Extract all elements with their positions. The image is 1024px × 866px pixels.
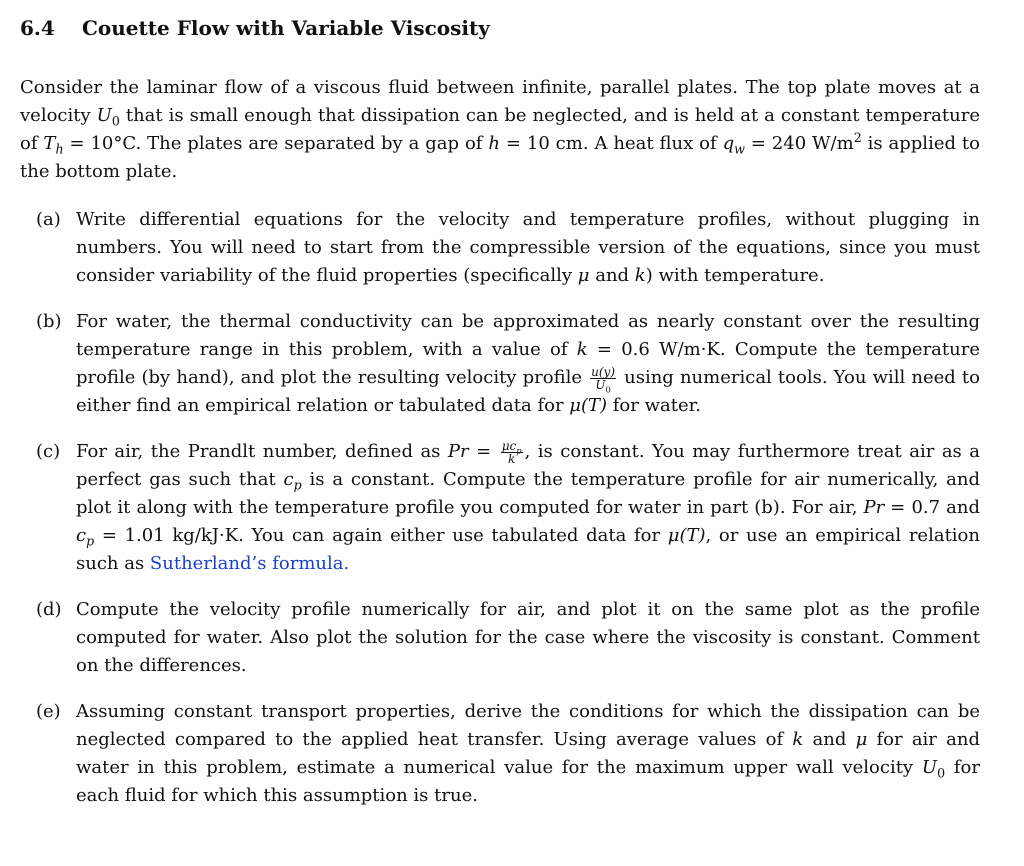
- part-b: [20, 308, 980, 420]
- sutherland-formula-link[interactable]: Sutherland’s formula.: [149, 553, 350, 574]
- part-label: (e): [36, 701, 61, 722]
- question-parts: [20, 206, 980, 810]
- document-page: [20, 10, 980, 828]
- part-label: (a): [36, 209, 61, 230]
- part-text: Assuming constant transport properties, derive the conditions for which the dissipation can be neglected compared to the applied heat transfer. Using average values of k and μ for air and water in this problem, estimate a numerical value for the maximum upper wall velocity $U_0$ for each fluid for which this assumption is true.: [76, 701, 980, 806]
- part-label: (c): [36, 441, 61, 462]
- intro-paragraph: Consider the laminar flow of a viscous fluid between infinite, parallel plates. The top plate moves at a velocity $U_0$ that is small enough that dissipation can be neglected, and is held at a constant temperature of $T_h = 10^\circ C$. The plates are separated by a gap of h = 10 cm. A heat flux of $q_w = 240$ $W/m^2$ is applied to the bottom plate.: [20, 77, 980, 182]
- prandtl-fraction: $\frac{\mu c_p}{k}$: [501, 438, 522, 466]
- part-a: [20, 206, 980, 290]
- velocity-fraction: $\frac{u(y)}{U_0}$: [591, 364, 615, 394]
- section-title: Couette Flow with Variable Viscosity: [82, 16, 490, 40]
- section-number: 6.4: [20, 16, 55, 40]
- part-label: (d): [36, 599, 62, 620]
- part-e: [20, 698, 980, 810]
- section-heading: [20, 10, 980, 42]
- part-text: Write differential equations for the velocity and temperature profiles, without plugging in numbers. You will need to start from the compressible version of the equations, since you must consider variability of the fluid properties (specifically μ and k) with temperature.: [76, 209, 980, 286]
- part-d: [20, 596, 980, 680]
- part-text: For water, the thermal conductivity can be approximated as nearly constant over the resulting temperature range in this problem, with a value of k = 0.6 W/m·K. Compute the temperature profile (by hand), and plot the resulting velocity profile $\frac{u(y)}{U_0}$ using numerical tools. You will need to either find an empirical relation or tabulated data for μ(T) for water.: [76, 311, 980, 416]
- part-text: Compute the velocity profile numerically for air, and plot it on the same plot as the profile computed for water. Also plot the solution for the case where the viscosity is constant. Comment on the differences.: [76, 599, 980, 676]
- part-label: (b): [36, 311, 62, 332]
- part-text: For air, the Prandlt number, defined as Pr = $\frac{\mu c_p}{k}$ , is constant. You may furthermore treat air as a perfect gas such that $c_p$ is a constant. Compute the temperature profile for air numerically, and plot it along with the temperature profile you computed for water in part (b). For air, Pr = 0.7 and $c_p = 1.01$ kg/kJ·K. You can again either use tabulated data for μ(T), or use an empirical relation such as Sutherland’s formula.: [76, 438, 981, 574]
- part-c: [20, 438, 980, 578]
